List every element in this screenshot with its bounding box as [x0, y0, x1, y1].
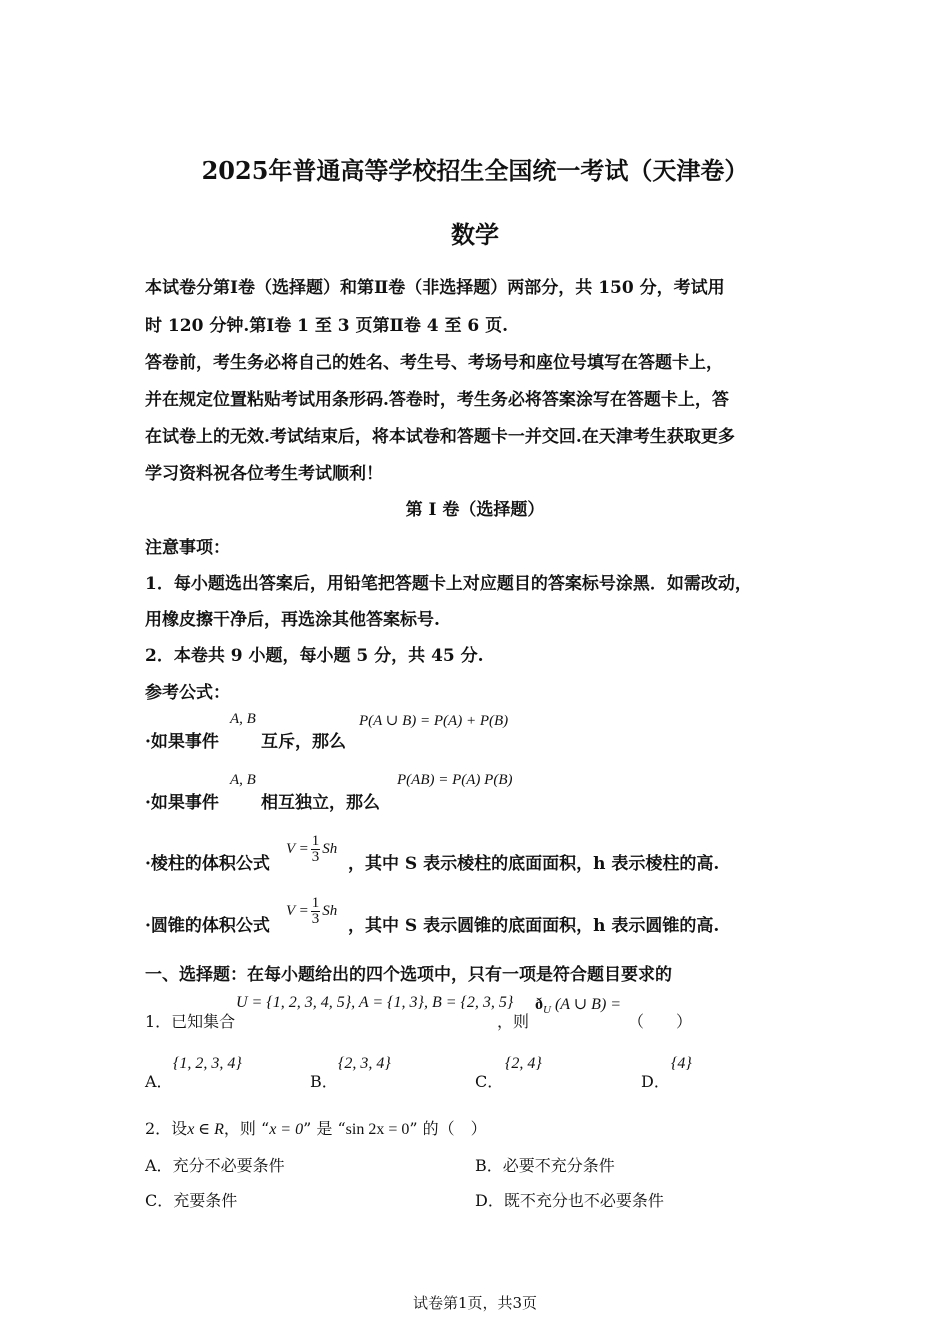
question-1-blank: （ ） — [628, 1012, 693, 1031]
question-1-then: ，则 — [497, 1012, 530, 1031]
question-2-stem: 2．设x ∈ R，则 “x = 0” 是 “sin 2x = 0” 的（ ） — [145, 1119, 487, 1138]
notice-label: 注意事项： — [145, 538, 230, 558]
question-2-option-c: C．充要条件 — [145, 1191, 238, 1210]
formula-prism-prefix: ·棱柱的体积公式 — [145, 854, 270, 874]
exam-title: 2025年普通高等学校招生全国统一考试（天津卷） — [201, 156, 749, 185]
question-2-option-a: A．充分不必要条件 — [145, 1156, 285, 1175]
question-1-option-a: {1, 2, 3, 4} — [173, 1055, 242, 1072]
question-1-sets: U = {1, 2, 3, 4, 5}, A = {1, 3}, B = {2, 3, 5} — [236, 994, 514, 1011]
formula-independent-prefix: ·如果事件 — [145, 793, 219, 813]
intro-line: 答卷前，考生务必将自己的姓名、考生号、考场号和座位号填写在答题卡上， — [145, 353, 723, 373]
intro-line: 本试卷分第Ⅰ卷（选择题）和第Ⅱ卷（非选择题）两部分，共 150 分，考试用 — [145, 278, 725, 298]
subject-title: 数学 — [451, 220, 499, 249]
section-heading: 一、选择题：在每小题给出的四个选项中，只有一项是符合题目要求的 — [145, 965, 672, 985]
question-1-option-d: {4} — [671, 1055, 692, 1072]
question-2-option-b: B．必要不充分条件 — [475, 1156, 615, 1175]
part1-heading: 第 I 卷（选择题） — [405, 500, 545, 520]
notice-line: 1．每小题选出答案后，用铅笔把答题卡上对应题目的答案标号涂黑．如需改动， — [145, 574, 752, 594]
intro-line: 学习资料祝各位考生考试顺利！ — [145, 464, 383, 484]
formula-exclusive-expr: P(A ∪ B) = P(A) + P(B) — [359, 713, 509, 729]
notice-line: 2．本卷共 9 小题，每小题 5 分，共 45 分. — [145, 646, 484, 666]
formula-exclusive-mid: 互斥，那么 — [261, 732, 346, 752]
formula-cone-suffix: ，其中 S 表示圆锥的底面面积，h 表示圆锥的高. — [348, 916, 720, 936]
fraction: $\frac{1}{3}$ — [311, 833, 320, 865]
question-1-option-d-label: D． — [641, 1072, 670, 1091]
intro-line: 在试卷上的无效.考试结束后，将本试卷和答题卡一并交回.在天津考生获取更多 — [145, 427, 735, 447]
fraction: $\frac{1}{3}$ — [311, 895, 320, 927]
page-footer: 试卷第1页，共3页 — [412, 1294, 538, 1312]
intro-line: 时 120 分钟.第Ⅰ卷 1 至 3 页第Ⅱ卷 4 至 6 页. — [145, 316, 509, 336]
formula-cone-prefix: ·圆锥的体积公式 — [145, 916, 270, 936]
intro-line: 并在规定位置粘贴考试用条形码.答卷时，考生务必将答案涂写在答题卡上，答 — [145, 390, 729, 410]
formula-cone-volume: V = $\frac{1}{3}$ Sh — [286, 895, 338, 927]
formula-independent-mid: 相互独立，那么 — [261, 793, 380, 813]
formula-label: 参考公式： — [145, 683, 230, 703]
question-1-complement: $ð_U$ (A ∪ B) = — [535, 996, 622, 1017]
question-1-option-a-label: A． — [145, 1072, 173, 1091]
question-1-option-c: {2, 4} — [505, 1055, 542, 1072]
question-1-number: 1．已知集合 — [145, 1012, 236, 1031]
formula-exclusive-prefix: ·如果事件 — [145, 732, 219, 752]
question-1-option-c-label: C． — [475, 1072, 504, 1091]
formula-prism-suffix: ，其中 S 表示棱柱的底面面积，h 表示棱柱的高. — [348, 854, 720, 874]
formula-prism-volume: V = $\frac{1}{3}$ Sh — [286, 833, 338, 865]
question-2-option-d: D．既不充分也不必要条件 — [475, 1191, 664, 1210]
question-1-option-b: {2, 3, 4} — [338, 1055, 391, 1072]
formula-independent-expr: P(AB) = P(A) P(B) — [397, 772, 513, 788]
question-1-option-b-label: B． — [310, 1072, 338, 1091]
formula-exclusive-events: A, B — [230, 711, 256, 727]
formula-independent-events: A, B — [230, 772, 256, 788]
notice-line: 用橡皮擦干净后，再选涂其他答案标号. — [145, 610, 440, 630]
